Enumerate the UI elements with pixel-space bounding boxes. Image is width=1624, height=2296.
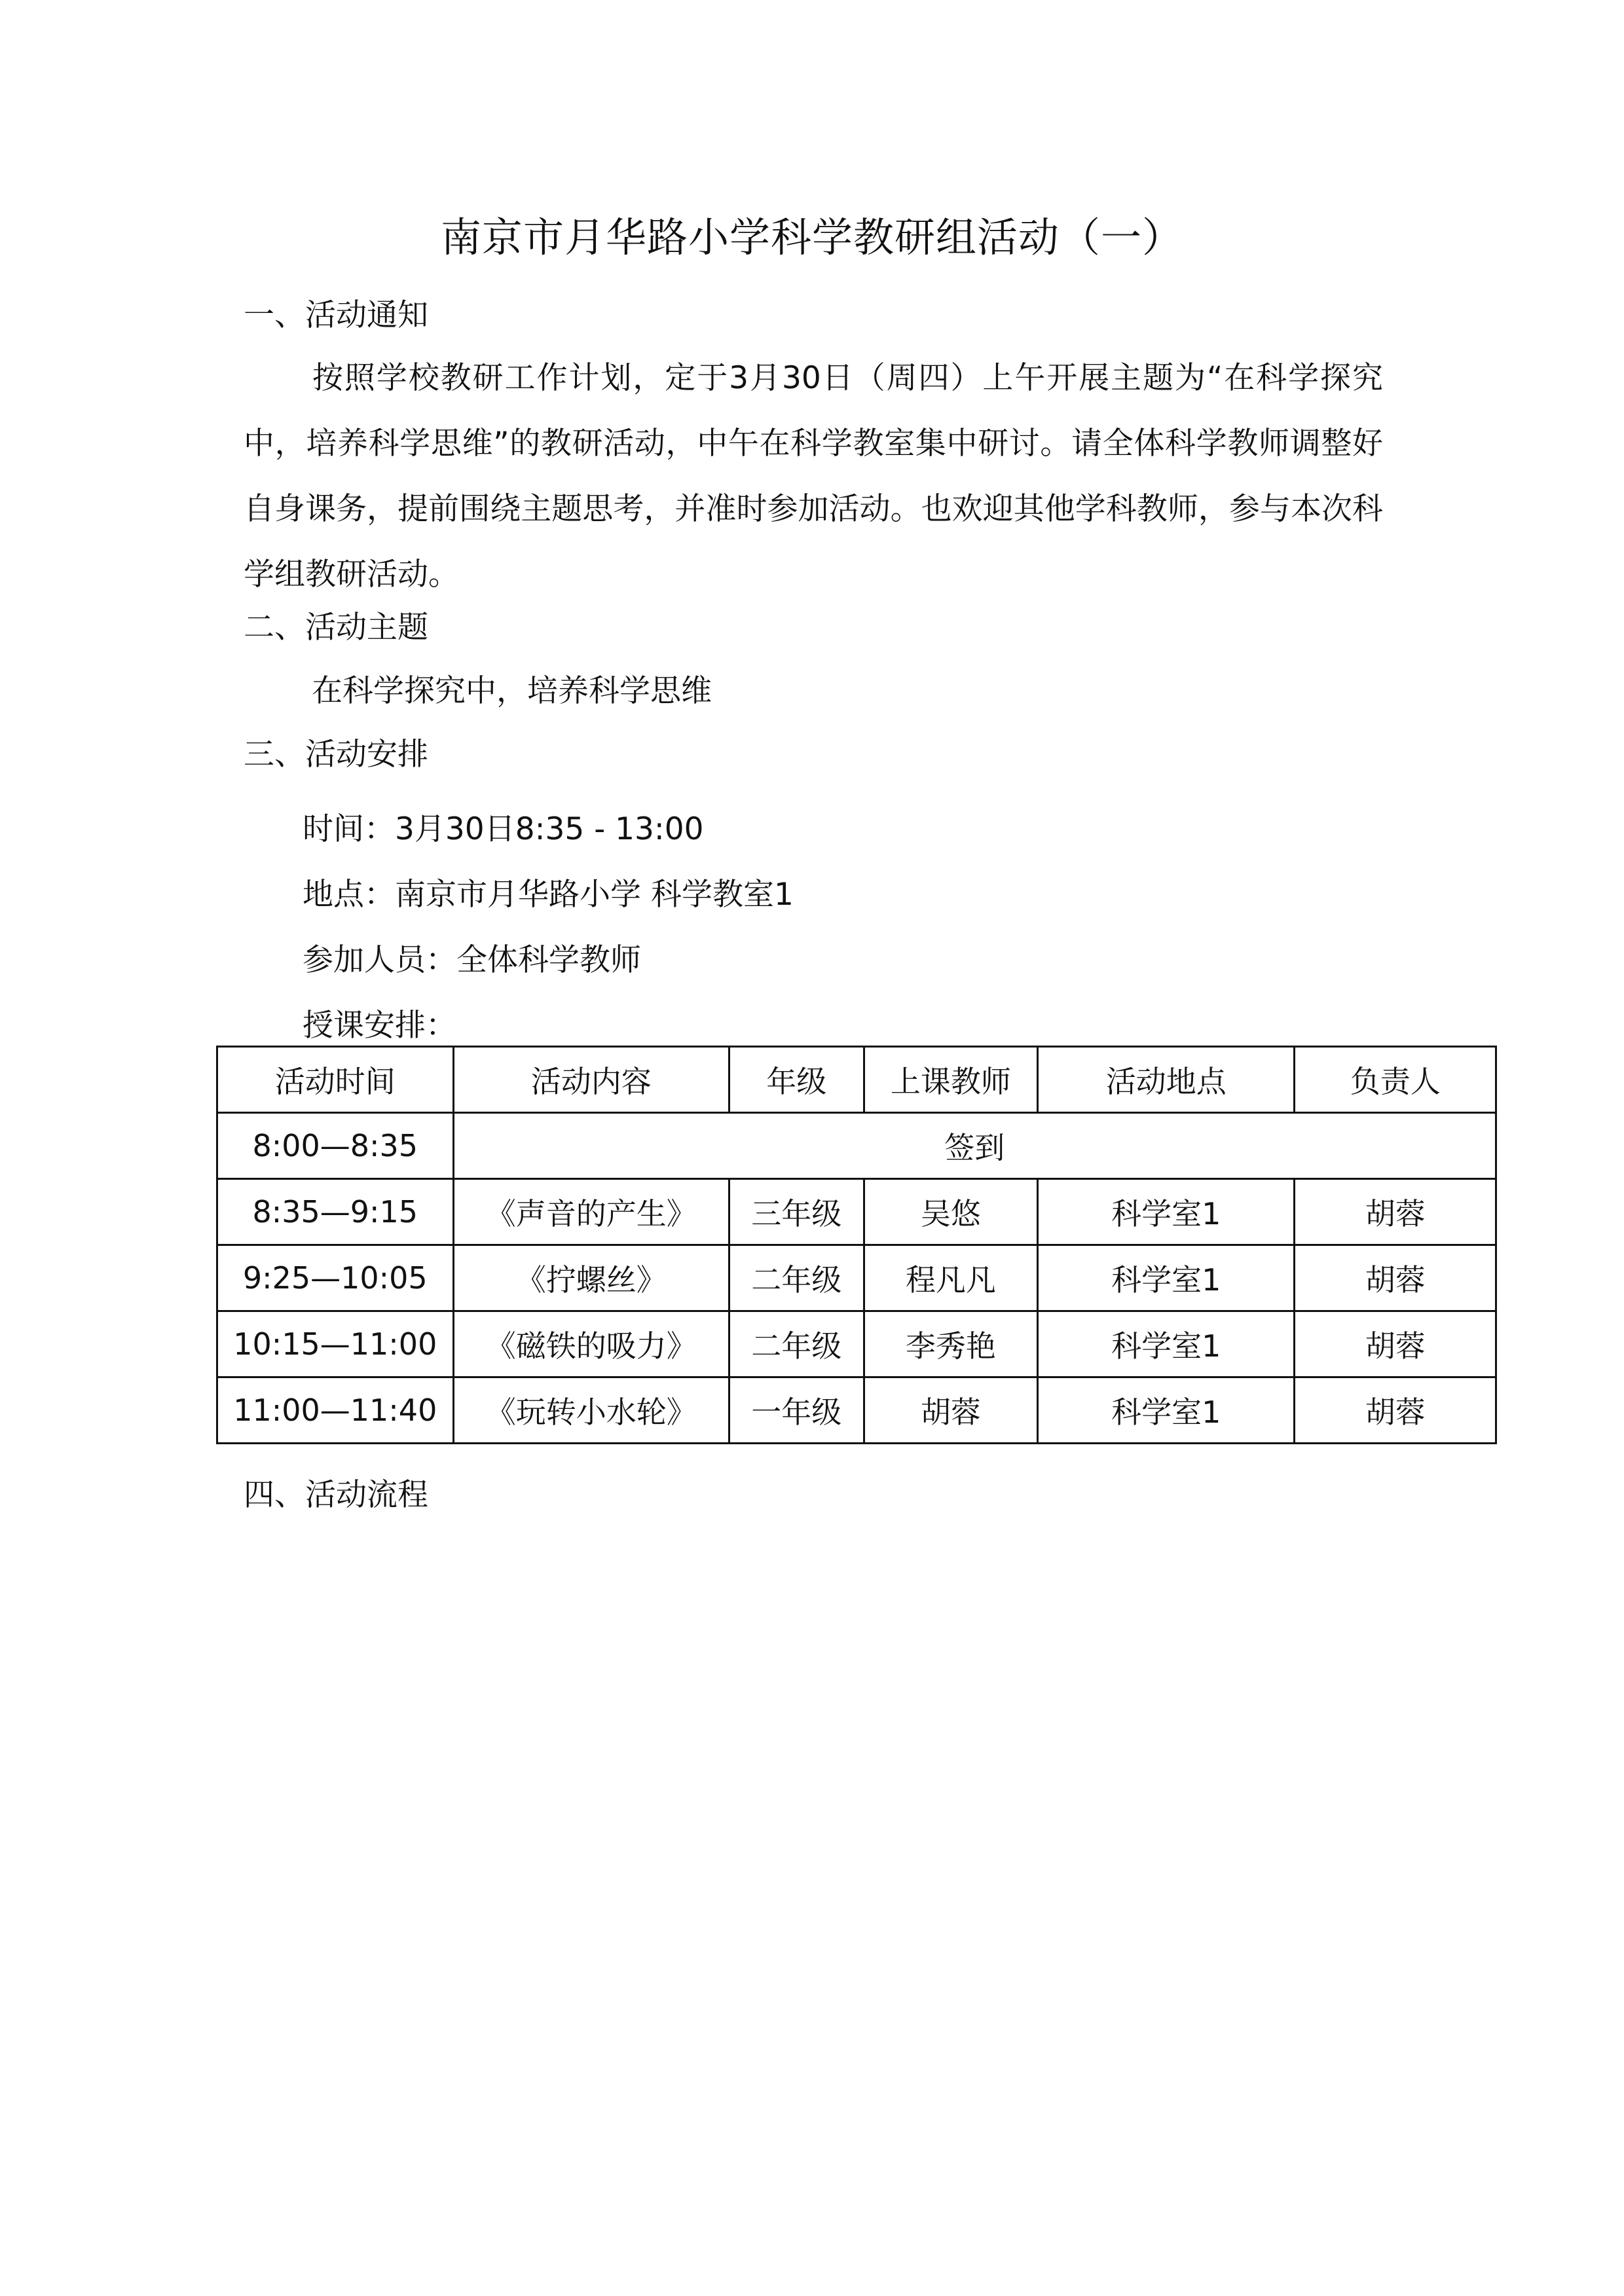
cell-leader: 胡蓉	[1295, 1245, 1496, 1311]
cell-teacher: 李秀艳	[864, 1311, 1038, 1377]
cell-grade: 三年级	[729, 1179, 864, 1245]
cell-content: 《拧螺丝》	[453, 1245, 729, 1311]
section-heading-arrangement: 三、活动安排	[244, 737, 428, 773]
header-cell-grade: 年级	[729, 1047, 864, 1113]
cell-leader: 胡蓉	[1295, 1311, 1496, 1377]
cell-content: 《玩转小水轮》	[453, 1377, 729, 1444]
cell-teacher: 胡蓉	[864, 1377, 1038, 1444]
table-row	[217, 1179, 1496, 1245]
header-cell-time: 活动时间	[217, 1047, 454, 1113]
cell-place: 科学室1	[1038, 1179, 1295, 1245]
cell-time: 11:00—11:40	[217, 1377, 454, 1444]
cell-teacher: 程凡凡	[864, 1245, 1038, 1311]
cell-place: 科学室1	[1038, 1377, 1295, 1444]
arrangement-location: 地点：南京市月华路小学 科学教室1	[303, 877, 794, 913]
cell-teacher: 吴悠	[864, 1179, 1038, 1245]
section-heading-theme: 二、活动主题	[244, 610, 428, 646]
header-cell-content: 活动内容	[453, 1047, 729, 1113]
header-cell-teacher: 上课教师	[864, 1047, 1038, 1113]
table-row	[217, 1311, 1496, 1377]
document-title: 南京市月华路小学科学教研组活动（一）	[440, 213, 1183, 261]
cell-time: 10:15—11:00	[217, 1311, 454, 1377]
theme-text: 在科学探究中，培养科学思维	[312, 673, 712, 709]
header-cell-leader: 负责人	[1295, 1047, 1496, 1113]
table-row	[217, 1377, 1496, 1444]
cell-grade: 二年级	[729, 1311, 864, 1377]
cell-content: 《声音的产生》	[453, 1179, 729, 1245]
cell-content: 《磁铁的吸力》	[453, 1311, 729, 1377]
arrangement-schedule-label: 授课安排：	[303, 1008, 456, 1044]
cell-grade: 一年级	[729, 1377, 864, 1444]
cell-grade: 二年级	[729, 1245, 864, 1311]
table-row	[217, 1245, 1496, 1311]
section-heading-notice: 一、活动通知	[244, 297, 428, 333]
cell-time: 9:25—10:05	[217, 1245, 454, 1311]
cell-leader: 胡蓉	[1295, 1179, 1496, 1245]
cell-time: 8:00—8:35	[217, 1113, 454, 1179]
arrangement-time: 时间：3月30日8:35 - 13:00	[303, 811, 704, 847]
cell-time: 8:35—9:15	[217, 1179, 454, 1245]
cell-place: 科学室1	[1038, 1245, 1295, 1311]
notice-paragraph: 按照学校教研工作计划，定于3月30日（周四）上午开展主题为“在科学探究中，培养科学思维”的教研活动，中午在科学教室集中研讨。请全体科学教师调整好自身课务，提前围绕主题思考，并准时参加活动。也欢迎其他学科教师，参与本次科学组教研活动。	[244, 360, 1383, 592]
table-row-signin	[217, 1113, 1496, 1179]
header-cell-place: 活动地点	[1038, 1047, 1295, 1113]
cell-signin: 签到	[453, 1113, 1496, 1179]
section-heading-process: 四、活动流程	[244, 1477, 428, 1513]
cell-leader: 胡蓉	[1295, 1377, 1496, 1444]
schedule-table	[216, 1046, 1497, 1444]
cell-place: 科学室1	[1038, 1311, 1295, 1377]
arrangement-participants: 参加人员：全体科学教师	[303, 942, 641, 978]
table-header-row	[217, 1047, 1496, 1113]
